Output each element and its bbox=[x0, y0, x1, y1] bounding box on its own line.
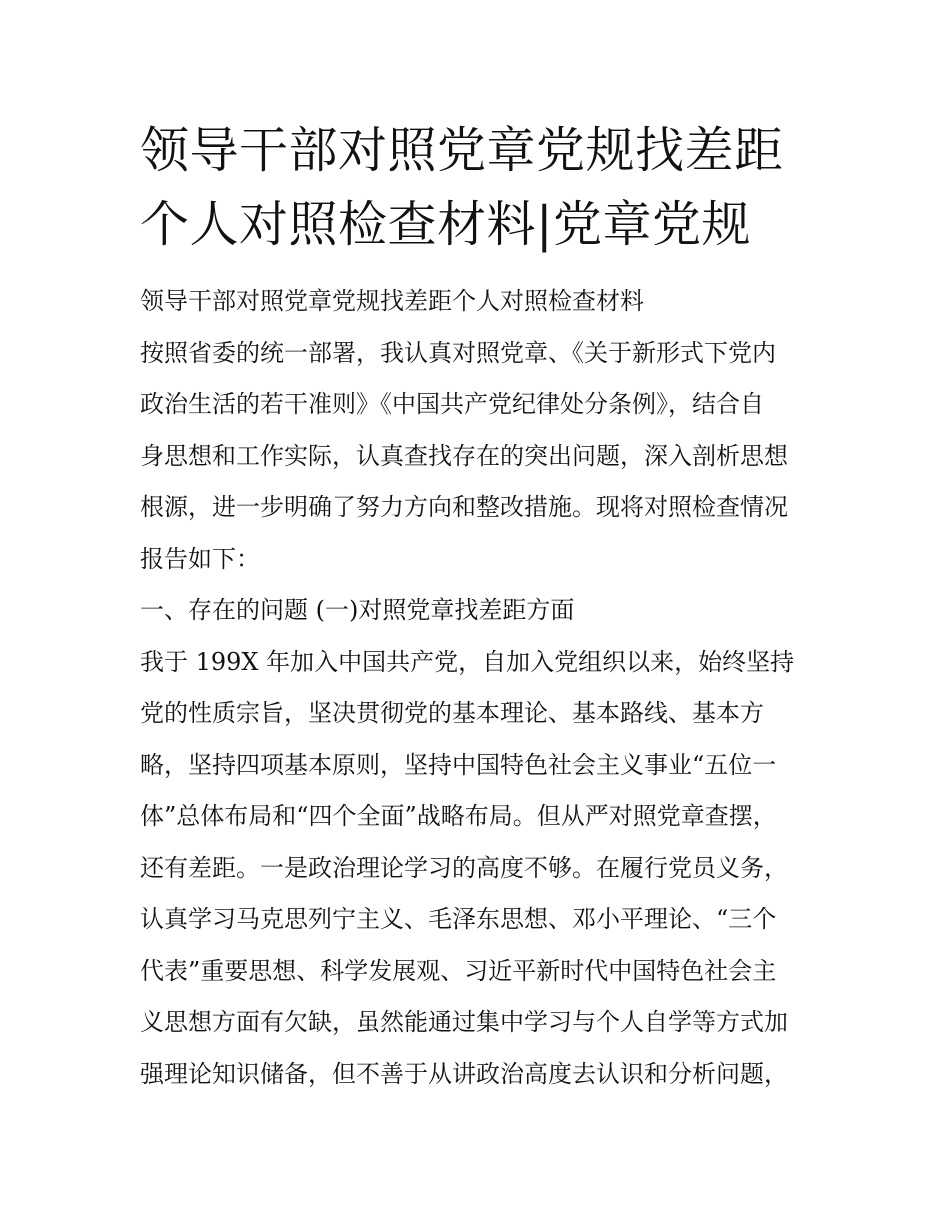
body-line: 身思想和工作实际，认真查找存在的突出问题，深入剖析思想 bbox=[140, 441, 788, 470]
body-line: 代表”重要思想、科学发展观、习近平新时代中国特色社会主 bbox=[140, 956, 777, 985]
body-line: 政治生活的若干准则》《中国共产党纪律处分条例》，结合自 bbox=[140, 390, 764, 418]
body-line: 义思想方面有欠缺，虽然能通过集中学习与个人自学等方式加 bbox=[140, 1008, 788, 1036]
document-page bbox=[140, 0, 820, 1100]
body-line: 根源，进一步明确了努力方向和整改措施。现将对照检查情况 bbox=[140, 493, 788, 521]
section-heading: 一、存在的问题 (一)对照党章找差距方面 bbox=[140, 596, 575, 624]
body-line: 还有差距。一是政治理论学习的高度不够。在履行党员义务， bbox=[140, 853, 788, 882]
body-line: 党的性质宗旨，坚决贯彻党的基本理论、基本路线、基本方 bbox=[140, 699, 764, 727]
title-line-2: 个人对照检查材料|党章党规 bbox=[140, 196, 752, 253]
title-line-1: 领导干部对照党章党规找差距 bbox=[140, 122, 784, 179]
body-line: 报告如下： bbox=[140, 544, 260, 573]
body-line: 略，坚持四项基本原则，坚持中国特色社会主义事业“五位一 bbox=[140, 750, 777, 779]
body-line: 强理论知识储备，但不善于从讲政治高度去认识和分析问题， bbox=[140, 1059, 788, 1088]
body-line: 按照省委的统一部署，我认真对照党章、《关于新形式下党内 bbox=[140, 338, 776, 367]
body-line: 体”总体布局和“四个全面”战略布局。但从严对照党章查摆， bbox=[140, 802, 777, 830]
document-body bbox=[140, 276, 820, 1100]
document-title bbox=[140, 0, 820, 262]
body-line-subtitle: 领导干部对照党章党规找差距个人对照检查材料 bbox=[140, 287, 644, 315]
body-line: 认真学习马克思列宁主义、毛泽东思想、邓小平理论、“三个 bbox=[140, 905, 777, 933]
body-line: 我于 199X 年加入中国共产党，自加入党组织以来，始终坚持 bbox=[140, 647, 795, 676]
